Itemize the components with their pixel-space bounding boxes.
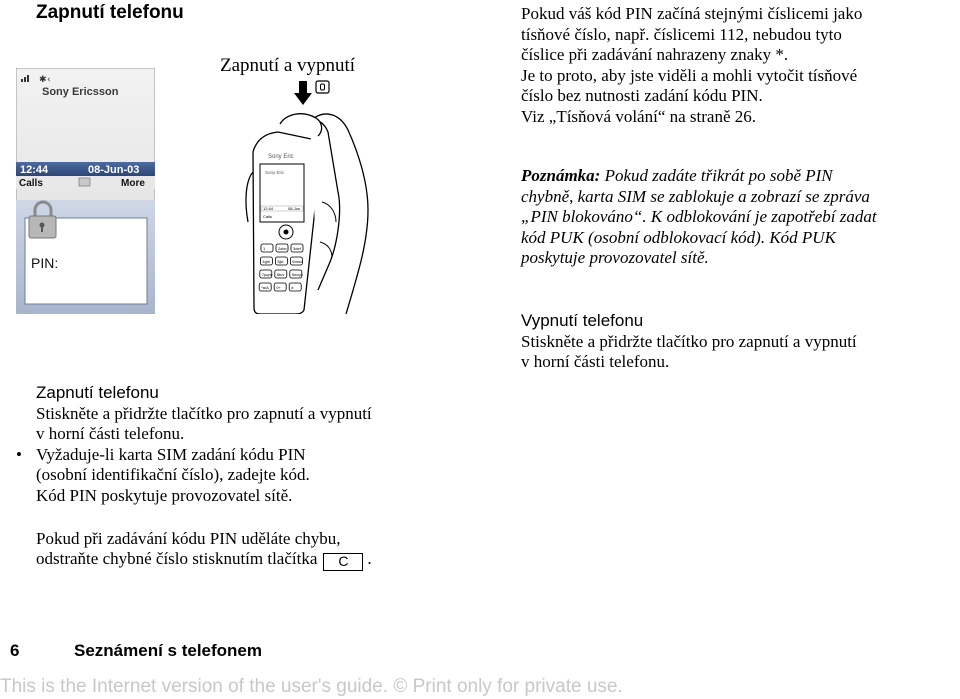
keypad-key-label: 4ghi [262,259,270,264]
connection-icon: ‹ [47,75,51,85]
phone-drawing [253,132,321,314]
turn-off-block [521,311,857,373]
screen-date: 08-Jun-03 [88,164,140,176]
keypad-key-label: 9wxyz [291,272,303,277]
right-top-text [521,4,862,128]
section-title: Zapnutí telefonu [36,2,184,23]
screen-brand: Sony Ericsson [42,86,119,98]
bullet-item [16,444,372,507]
note-line-3: „PIN blokováno“. K odblokování je zapotřebí zadat [521,207,877,227]
illustration-caption: Zapnutí a vypnutí [220,55,356,76]
phone-drawing-screen-brand: Sony Eric [265,170,285,175]
note-line-1: Pokud zadáte třikrát po sobě PIN [604,166,833,185]
error-line-2 [36,549,372,571]
error-line-1: Pokud při zadávání kódu PIN uděláte chybu, [36,528,341,548]
phone-drawing-date: 08-Jun [288,206,301,211]
watermark: This is the Internet version of the user's guide. © Print only for private use. [0,676,623,697]
keypad-key-label: 3def [293,246,301,251]
right-line-5: číslo bez nutnosti zadání kódu PIN. [521,86,763,106]
page-number: 6 [10,641,20,660]
right-line-2: tísňové číslo, např. číslicemi 112, nebudou tyto [521,24,842,44]
right-line-6: Viz „Tísňová volání“ na straně 26. [521,106,757,126]
left-line-2: v horní části telefonu. [36,424,185,444]
note-block [521,166,877,269]
bullet-line-1: Vyžaduje-li karta SIM zadání kódu PIN [36,444,306,464]
power-key-illustration [218,52,380,314]
screen-time: 12:44 [20,164,49,176]
bullet-line-2: (osobní identifikační číslo), zadejte kód. [36,465,310,485]
phone-drawing-brand: Sony Eric [268,154,294,160]
turn-off-line-1: Stiskněte a přidržte tlačítko pro zapnutí a vypnutí [521,331,857,351]
bluetooth-icon: ✱ [39,75,47,85]
keypad-key-label: 6mno [292,259,303,264]
left-line-1: Stiskněte a přidržte tlačítko pro zapnutí a vypnutí [36,403,372,423]
right-line-4: Je to proto, aby jste viděli a mohli vytočit tísňové [521,65,858,85]
turn-off-heading: Vypnutí telefonu [521,311,644,330]
note-line-4: kód PUK (osobní odblokovací kód). Kód PUK [521,227,836,247]
softkey-right: More [121,178,145,189]
keypad-key-label: # [291,285,294,290]
error-line-2-text: odstraňte chybné číslo stisknutím tlačítka [36,549,318,569]
keypad-key-label: 8tuv [276,272,285,277]
note-label: Poznámka: [521,166,601,185]
pin-label: PIN: [31,255,59,271]
left-text-block [16,383,372,571]
c-key-icon: C [323,553,363,571]
note-line-2: chybně, karta SIM se zablokuje a zobrazí se zpráva [521,186,870,206]
keypad-key-label: 1 [263,246,266,251]
arrow-down-icon [294,81,312,105]
keypad-key-label: 5jkl [277,259,284,264]
note-line-5: poskytuje provozovatel sítě. [521,248,709,268]
phone-drawing-softkey: Calls [263,214,272,219]
keypad-key-label: 7pqrs [261,272,272,277]
right-line-1: Pokud váš kód PIN začíná stejnými číslicemi jako [521,4,863,23]
turn-off-line-2: v horní části telefonu. [521,352,670,372]
phone-drawing-time: 12:44 [263,206,274,211]
bullet-icon: • [16,444,22,464]
softkey-left: Calls [19,178,43,189]
phone-screen-illustration [16,68,155,314]
menu-icon [79,178,90,186]
footer-title: Seznámení s telefonem [74,641,263,660]
error-line-end: . [367,549,372,569]
keypad-key-label: *a/A [261,285,269,290]
power-key-icon [316,81,329,93]
left-heading: Zapnutí telefonu [36,383,159,402]
bullet-line-3: Kód PIN poskytuje provozovatel sítě. [36,485,293,505]
keypad-key-label: 2abc [278,246,287,251]
right-line-3: číslice při zadávání nahrazeny znaky *. [521,45,789,65]
keypad-key-label: 0+ [276,285,281,290]
